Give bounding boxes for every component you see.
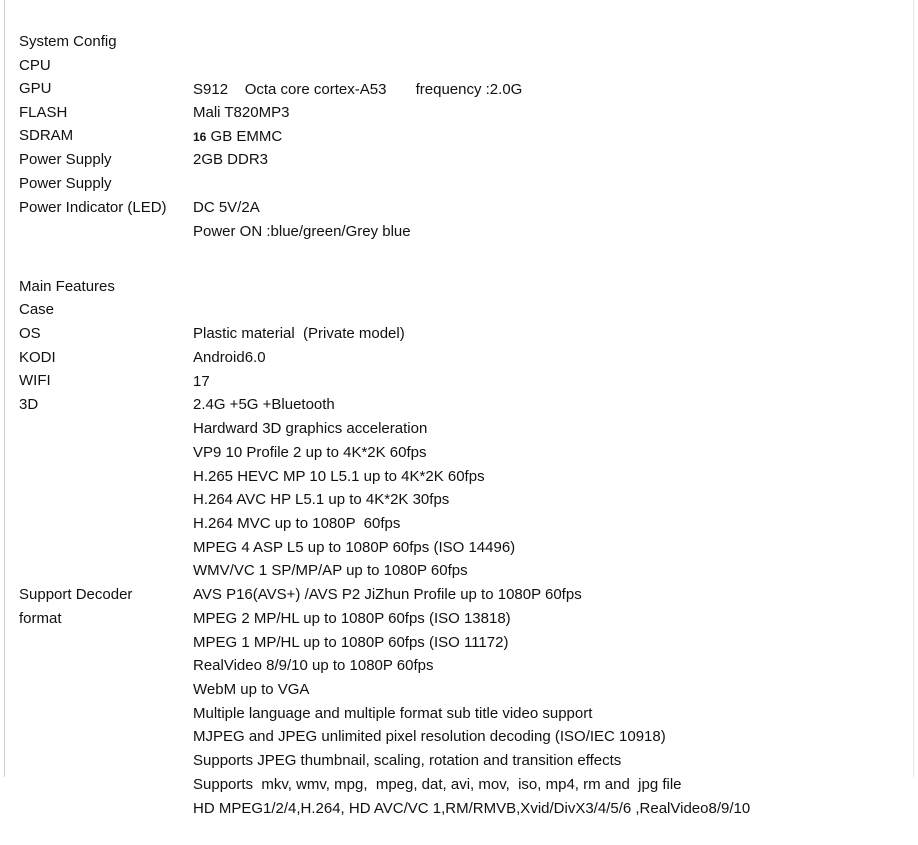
spec-value: DC 5V/2A [193, 199, 260, 216]
feature-value: WebM up to VGA [193, 681, 310, 698]
spec-value: Mali T820MP3 [193, 104, 290, 121]
feature-value: 2.4G +5G +Bluetooth [193, 396, 335, 413]
feature-label: format [19, 610, 62, 627]
feature-value: MPEG 4 ASP L5 up to 1080P 60fps (ISO 14496) [193, 539, 516, 556]
feature-value: WMV/VC 1 SP/MP/AP up to 1080P 60fps [193, 562, 468, 579]
feature-label: WIFI [19, 372, 51, 389]
feature-label: KODI [19, 349, 56, 366]
feature-value: H.264 MVC up to 1080P 60fps [193, 515, 401, 532]
feature-value: MPEG 1 MP/HL up to 1080P 60fps (ISO 11172) [193, 634, 509, 651]
feature-label: Support Decoder [19, 586, 133, 603]
spec-label: Power Indicator (LED) [19, 199, 167, 216]
feature-value: Supports mkv, wmv, mpg, mpeg, dat, avi, mov, iso, mp4, rm and jpg file [193, 776, 682, 793]
feature-value: VP9 10 Profile 2 up to 4K*2K 60fps [193, 444, 427, 461]
spec-label: SDRAM [19, 127, 74, 144]
feature-row [0, 630, 310, 698]
spec-label: Power Supply [19, 151, 112, 168]
spec-value: 2GB DDR3 [193, 151, 269, 168]
feature-label: 3D [19, 396, 39, 413]
feature-value: AVS P16(AVS+) /AVS P2 JiZhun Profile up to 1080P 60fps [193, 586, 582, 603]
spec-value: Power ON :blue/green/Grey blue [193, 223, 411, 240]
system-config-heading: System Config [19, 33, 117, 50]
spec-value [193, 125, 282, 149]
spec-label: FLASH [19, 104, 68, 121]
feature-value: Plastic material (Private model) [193, 325, 405, 342]
feature-value: Multiple language and multiple format sub title video support [193, 705, 593, 722]
feature-label: Case [19, 301, 55, 318]
feature-value: HD MPEG1/2/4,H.264, HD AVC/VC 1,RM/RMVB,Xvid/DivX3/4/5/6 ,RealVideo8/9/10 [193, 800, 751, 817]
spec-value: S912 Octa core cortex-A53 frequency :2.0G [193, 81, 523, 98]
right-border [913, 0, 914, 777]
spec-label: GPU [19, 80, 52, 97]
feature-value: Supports JPEG thumbnail, scaling, rotation and transition effects [193, 752, 622, 769]
feature-value: H.265 HEVC MP 10 L5.1 up to 4K*2K 60fps [193, 468, 485, 485]
main-features-heading: Main Features [19, 278, 115, 295]
feature-value: Android6.0 [193, 349, 266, 366]
feature-value: MPEG 2 MP/HL up to 1080P 60fps (ISO 13818) [193, 610, 511, 627]
section-heading [0, 6, 117, 50]
spec-label: Power Supply [19, 175, 112, 192]
spec-label: CPU [19, 57, 51, 74]
feature-value: 17 [193, 373, 210, 390]
feature-label: OS [19, 325, 41, 342]
feature-value: Hardward 3D graphics acceleration [193, 420, 428, 437]
flash-size-unit: GB EMMC [206, 128, 283, 145]
flash-size-number: 16 [193, 130, 207, 144]
feature-value: MJPEG and JPEG unlimited pixel resolution decoding (ISO/IEC 10918) [193, 728, 666, 745]
feature-value: RealVideo 8/9/10 up to 1080P 60fps [193, 657, 434, 674]
section-heading [0, 251, 115, 295]
feature-value: H.264 AVC HP L5.1 up to 4K*2K 30fps [193, 491, 450, 508]
